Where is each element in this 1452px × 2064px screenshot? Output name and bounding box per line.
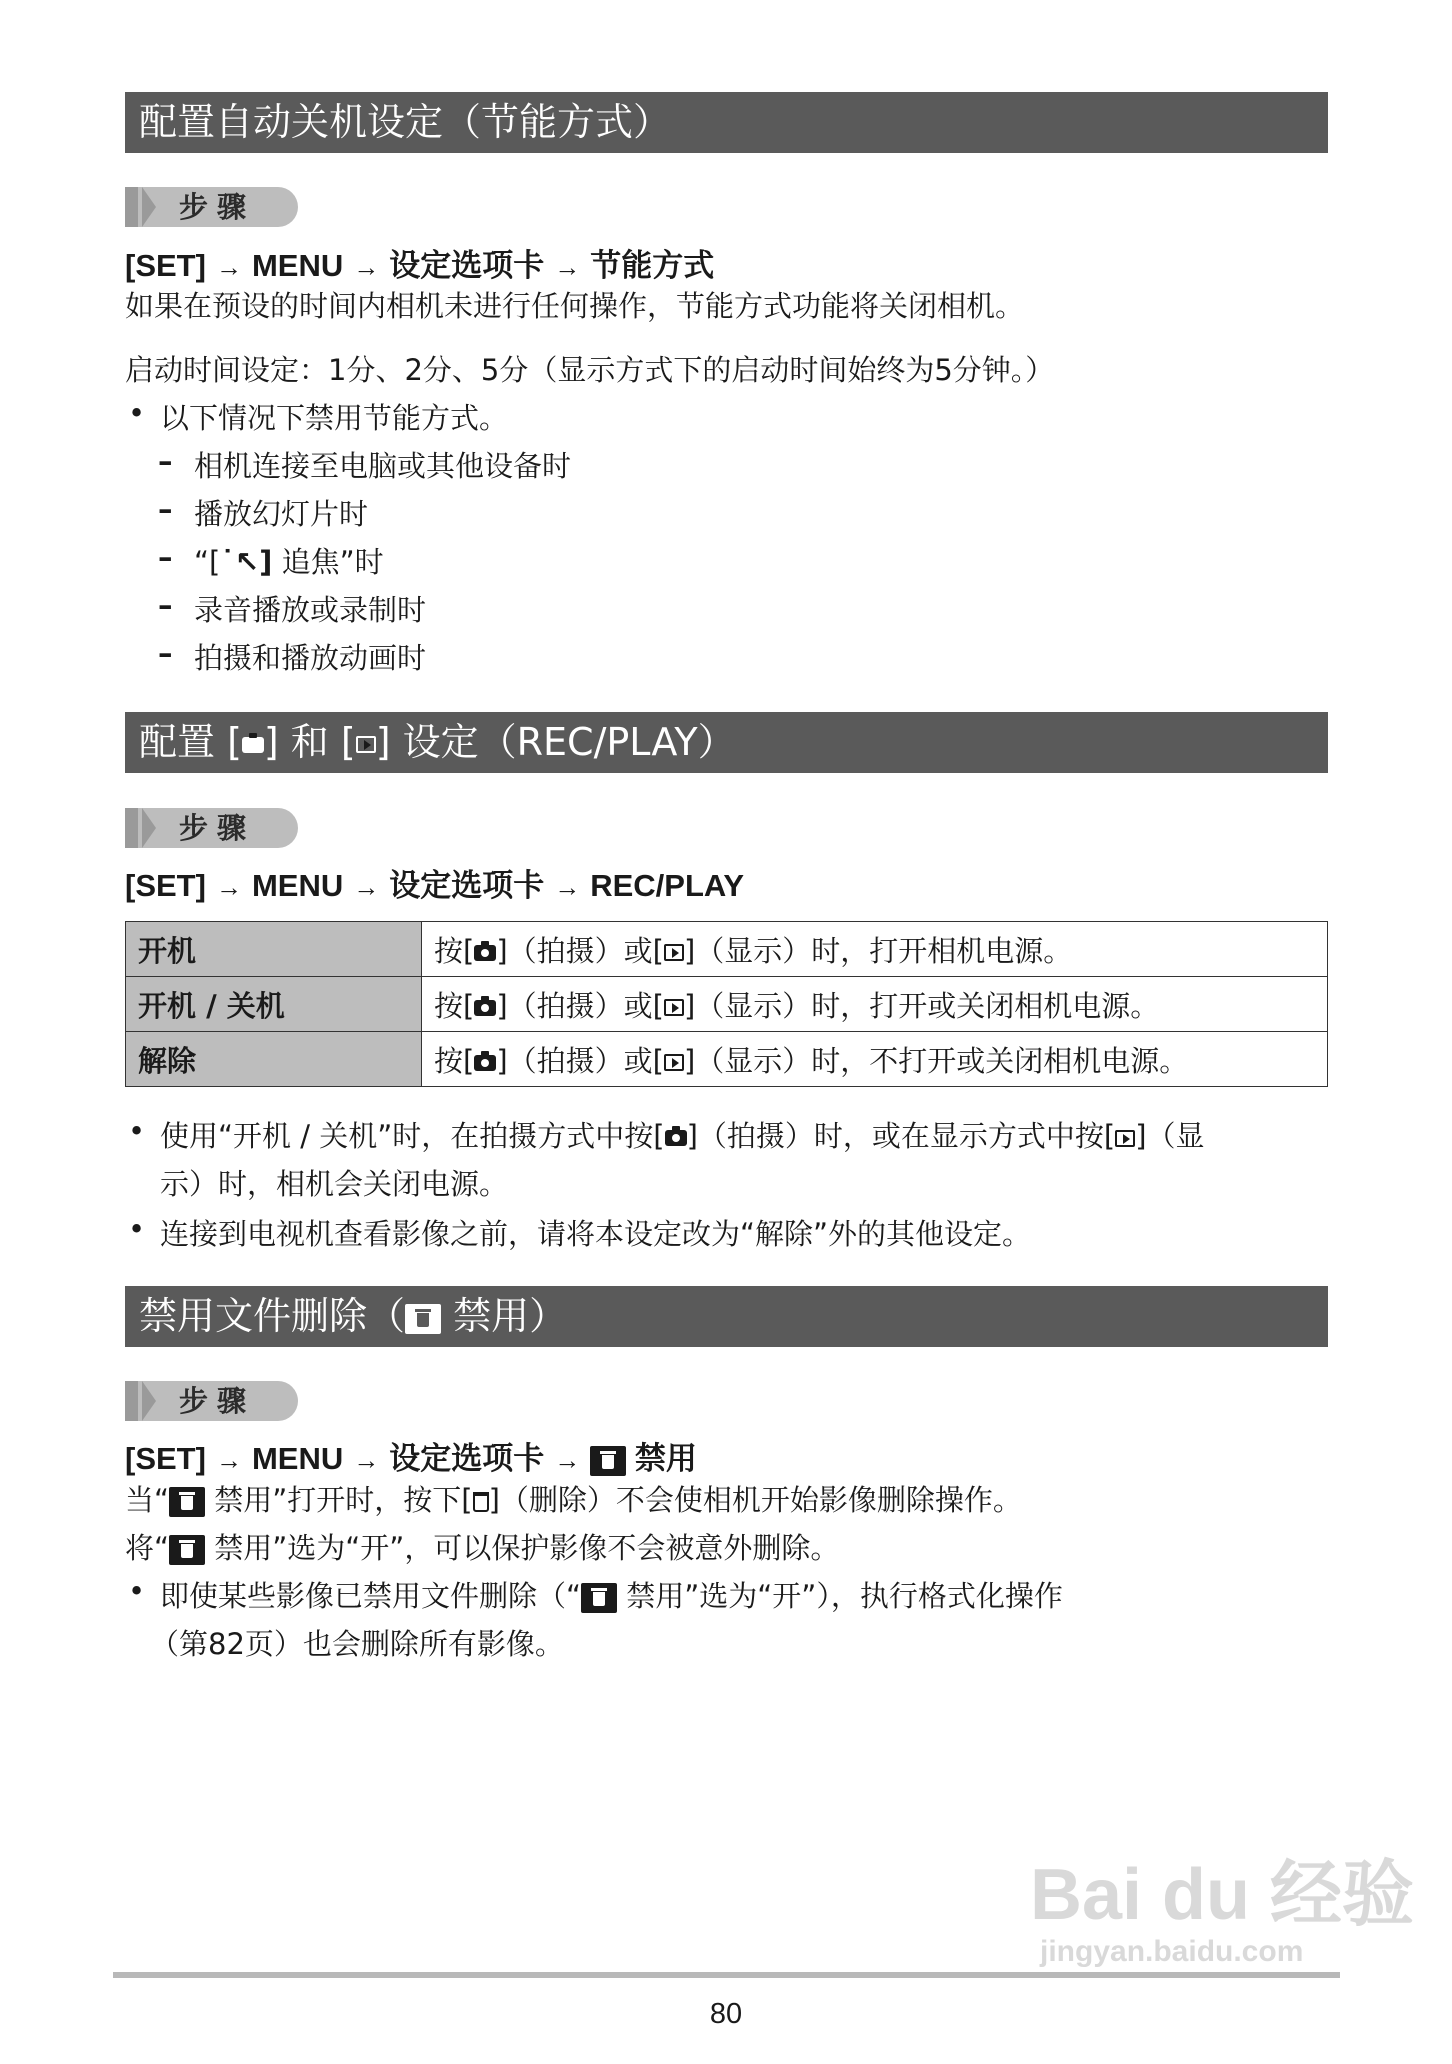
list-item: 拍摄和播放动画时 xyxy=(194,641,427,675)
title-part: 配置 [ xyxy=(139,720,242,764)
path-menu: MENU xyxy=(251,868,344,903)
bullet-icon: • xyxy=(128,1114,146,1148)
startup-time-setting: 启动时间设定：1分、2分、5分（显示方式下的启动时间始终为5分钟。） xyxy=(125,353,1055,387)
path-tab: 设定选项卡 xyxy=(389,1441,545,1476)
arrow-right-icon: → xyxy=(215,1445,242,1475)
desc-part: 按[ xyxy=(434,988,475,1023)
trash-icon xyxy=(405,1304,441,1334)
section-title-auto-power-off: 配置自动关机设定（节能方式） xyxy=(125,92,1328,153)
section-title-rec-play xyxy=(125,712,1328,773)
arrow-right-icon: → xyxy=(554,1445,581,1475)
option-name: 解除 xyxy=(126,1032,422,1087)
note-format xyxy=(160,1574,1063,1615)
dash-icon: – xyxy=(158,588,173,622)
desc-part: 将“ xyxy=(125,1531,170,1565)
desc-part: ]（删除）不会使相机开始影像删除操作。 xyxy=(488,1483,1022,1517)
note-power-off xyxy=(160,1114,1205,1155)
menu-path xyxy=(125,240,714,285)
trash-icon xyxy=(581,1583,617,1613)
play-icon xyxy=(1115,1130,1135,1147)
play-icon xyxy=(664,1054,684,1071)
table-row xyxy=(126,977,1328,1032)
path-item: 禁用 xyxy=(634,1441,697,1476)
camera-icon xyxy=(242,737,264,753)
camera-icon xyxy=(474,1055,496,1071)
step-tab-arrow xyxy=(142,1381,156,1421)
play-icon xyxy=(356,736,376,753)
trash-icon xyxy=(169,1487,205,1517)
note-tv: 连接到电视机查看影像之前，请将本设定改为“解除”外的其他设定。 xyxy=(160,1217,1032,1251)
title-part: ] 设定（REC/PLAY） xyxy=(375,720,736,764)
footer-divider xyxy=(113,1972,1340,1978)
step-tab xyxy=(125,808,298,848)
bracket-close: ] xyxy=(259,545,273,579)
note-part: 使用“开机 / 关机”时，在拍摄方式中按[ xyxy=(160,1119,665,1153)
trash-icon xyxy=(169,1535,205,1565)
note-part: ]（拍摄）时，或在显示方式中按[ xyxy=(686,1119,1116,1153)
note-format-cont: （第82页）也会删除所有影像。 xyxy=(150,1627,564,1661)
menu-path xyxy=(125,860,744,905)
desc-part: 按[ xyxy=(434,1043,475,1078)
arrow-right-icon: → xyxy=(215,252,242,282)
camera-icon xyxy=(474,1000,496,1016)
options-table xyxy=(125,921,1328,1087)
camera-icon xyxy=(665,1130,687,1146)
path-set: [SET] xyxy=(125,868,206,903)
note-part: 禁用”选为“开”），执行格式化操作 xyxy=(626,1579,1063,1613)
arrow-right-icon: → xyxy=(353,872,380,902)
arrow-right-icon: → xyxy=(554,872,581,902)
note-power-off-cont: 示）时，相机会关闭电源。 xyxy=(160,1167,509,1201)
watermark-logo: Bai du 经验 xyxy=(1030,1855,1415,1935)
dash-icon: – xyxy=(158,636,173,670)
path-item: 节能方式 xyxy=(590,248,715,283)
list-item-label: 追焦”时 xyxy=(281,545,384,579)
step-tab-marker xyxy=(125,1381,138,1421)
desc-part: ]（拍摄）或[ xyxy=(496,933,664,968)
step-tab-marker xyxy=(125,808,138,848)
page-number: 80 xyxy=(709,1998,743,2030)
desc-part: 按[ xyxy=(434,933,475,968)
bullet-icon: • xyxy=(128,396,146,430)
step-tab-arrow xyxy=(142,187,156,227)
delete-disable-desc xyxy=(125,1478,1022,1519)
title-part: ] 和 [ xyxy=(263,720,356,764)
path-menu: MENU xyxy=(251,248,344,283)
option-desc xyxy=(422,922,1328,977)
dash-icon: – xyxy=(158,492,173,526)
desc-part: ]（显示）时，不打开或关闭相机电源。 xyxy=(683,1043,1189,1078)
quote-bracket: “[ xyxy=(194,545,221,579)
title-part: 禁用文件删除（ xyxy=(139,1294,406,1338)
bullet-text: 以下情况下禁用节能方式。 xyxy=(160,401,509,435)
title-part: 禁用） xyxy=(453,1294,568,1338)
path-tab: 设定选项卡 xyxy=(389,248,545,283)
step-label: 步骤 xyxy=(179,1384,256,1418)
play-icon xyxy=(664,999,684,1016)
note-part: 即使某些影像已禁用文件删除（“ xyxy=(160,1579,582,1613)
path-set: [SET] xyxy=(125,1441,206,1476)
option-desc xyxy=(422,977,1328,1032)
step-label: 步骤 xyxy=(179,190,256,224)
desc-part: 禁用”打开时，按下[ xyxy=(214,1483,473,1517)
path-item: REC/PLAY xyxy=(590,868,745,903)
path-set: [SET] xyxy=(125,248,206,283)
desc-part: ]（显示）时，打开相机电源。 xyxy=(683,933,1073,968)
camera-icon xyxy=(474,945,496,961)
arrow-right-icon: → xyxy=(353,252,380,282)
arrow-right-icon: → xyxy=(554,252,581,282)
trash-outline-icon xyxy=(473,1492,489,1512)
list-item: 录音播放或录制时 xyxy=(194,593,427,627)
step-tab-marker xyxy=(125,187,138,227)
bullet-icon: • xyxy=(128,1212,146,1246)
arrow-right-icon: → xyxy=(353,1445,380,1475)
desc-part: ]（显示）时，打开或关闭相机电源。 xyxy=(683,988,1160,1023)
watermark-url: jingyan.baidu.com xyxy=(1040,1935,1304,1968)
list-item-tracking xyxy=(194,540,384,581)
trash-icon xyxy=(590,1446,626,1476)
path-tab: 设定选项卡 xyxy=(389,868,545,903)
table-row xyxy=(126,922,1328,977)
dash-icon: – xyxy=(158,444,173,478)
desc-part: 当“ xyxy=(125,1483,170,1517)
desc-part: ]（拍摄）或[ xyxy=(496,1043,664,1078)
play-icon xyxy=(664,944,684,961)
description: 如果在预设的时间内相机未进行任何操作，节能方式功能将关闭相机。 xyxy=(125,289,1025,323)
table-row xyxy=(126,1032,1328,1087)
desc-part: 禁用”选为“开”，可以保护影像不会被意外删除。 xyxy=(214,1531,840,1565)
option-name: 开机 xyxy=(126,922,422,977)
section-title-delete-disable xyxy=(125,1286,1328,1347)
desc-part: ]（拍摄）或[ xyxy=(496,988,664,1023)
step-tab xyxy=(125,187,298,227)
arrow-right-icon: → xyxy=(215,872,242,902)
dash-icon: – xyxy=(158,540,173,574)
delete-disable-protect xyxy=(125,1526,839,1567)
option-desc xyxy=(422,1032,1328,1087)
path-menu: MENU xyxy=(251,1441,344,1476)
option-name: 开机 / 关机 xyxy=(126,977,422,1032)
step-tab-arrow xyxy=(142,808,156,848)
step-label: 步骤 xyxy=(179,811,256,845)
note-part: ]（显 xyxy=(1135,1119,1205,1153)
list-item: 相机连接至电脑或其他设备时 xyxy=(194,449,572,483)
tracking-focus-icon: ˙↖ xyxy=(220,545,260,579)
watermark xyxy=(1030,1855,1414,1969)
bullet-icon: • xyxy=(128,1574,146,1608)
step-tab xyxy=(125,1381,298,1421)
menu-path xyxy=(125,1433,697,1478)
list-item: 播放幻灯片时 xyxy=(194,497,369,531)
